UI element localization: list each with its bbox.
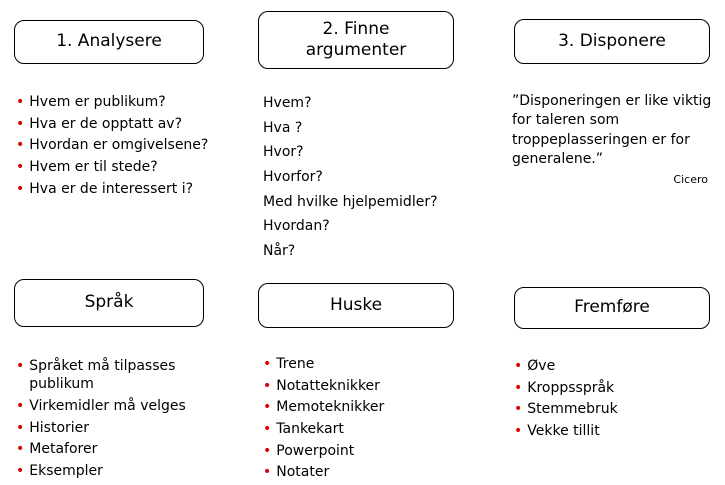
- list-item: [514, 422, 714, 440]
- list-item-text: Memoteknikker: [276, 399, 385, 416]
- list-item-text: Trene: [276, 356, 315, 372]
- list-item: [16, 440, 231, 458]
- bullet-icon: [263, 377, 271, 395]
- huske-list: [263, 355, 473, 485]
- quote-attribution: Cicero: [673, 173, 708, 187]
- sprak-box: [14, 279, 204, 327]
- disponere-box: [514, 19, 710, 64]
- list-item-text: Vekke tillit: [527, 423, 600, 440]
- list-item-text: Tankekart: [276, 421, 344, 438]
- bullet-icon: [514, 357, 522, 375]
- list-item: [263, 355, 473, 373]
- bullet-icon: [514, 422, 522, 440]
- list-item: [263, 442, 473, 460]
- list-item: [16, 136, 254, 154]
- bullet-icon: [16, 93, 24, 111]
- list-item: [514, 379, 714, 397]
- sprak-box-title: Språk: [84, 292, 134, 313]
- bullet-icon: [514, 379, 522, 397]
- list-item-text: Hva er de opptatt av?: [29, 115, 183, 132]
- list-item-text: Hvordan er omgivelsene?: [29, 137, 209, 154]
- bullet-icon: [263, 442, 271, 460]
- list-item-text: Historier: [29, 419, 90, 436]
- bullet-icon: [16, 115, 24, 133]
- list-item-text: Hva er de interessert i?: [29, 180, 194, 197]
- list-item: Hva ?: [263, 119, 303, 136]
- list-item: [16, 93, 254, 111]
- bullet-icon: [16, 158, 24, 176]
- finne-argumenter-box: [258, 11, 454, 69]
- list-item: [16, 158, 254, 176]
- list-item: [16, 419, 231, 437]
- huske-box: [258, 283, 454, 328]
- list-item: [263, 377, 473, 395]
- list-item: [16, 462, 231, 480]
- list-item: [16, 180, 254, 198]
- list-item-text: Stemmebruk: [527, 401, 618, 418]
- fremfore-box: [514, 287, 710, 329]
- list-item-text: Hvem er publikum?: [29, 94, 166, 110]
- list-item: [263, 398, 473, 416]
- list-item: Når?: [263, 243, 296, 260]
- list-item: [16, 115, 254, 133]
- bullet-icon: [16, 180, 24, 198]
- list-item: Hvor?: [263, 144, 304, 161]
- list-item-text: Kroppsspråk: [527, 379, 615, 396]
- bullet-icon: [16, 397, 24, 415]
- list-item-text: Metaforer: [29, 441, 98, 458]
- finne-argumenter-box-title: 2. Finne argumenter: [305, 18, 407, 60]
- bullet-icon: [16, 136, 24, 154]
- list-item: Hvordan?: [263, 218, 330, 235]
- list-item-text: Hvem er til stede?: [29, 159, 158, 176]
- quote-text: ”Disponeringen er like viktig for taleren som troppeplasseringen er for generalene.”: [512, 93, 712, 167]
- list-item-text: Powerpoint: [276, 442, 355, 459]
- bullet-icon: [263, 463, 271, 481]
- list-item-text: Øve: [527, 358, 556, 374]
- analysere-box-title: 1. Analysere: [56, 31, 162, 52]
- list-item-text: Eksempler: [29, 462, 103, 479]
- bullet-icon: [16, 419, 24, 437]
- fremfore-box-title: Fremføre: [574, 297, 650, 318]
- list-item: [263, 463, 473, 481]
- bullet-icon: [263, 398, 271, 416]
- list-item-text: Virkemidler må velges: [29, 397, 186, 414]
- list-item-text: Språket må tilpasses publikum: [29, 358, 176, 393]
- finne-argumenter-list: [263, 94, 483, 267]
- list-item-text: Notater: [276, 464, 330, 481]
- list-item: [514, 357, 714, 375]
- bullet-icon: [16, 440, 24, 458]
- analysere-box: [14, 20, 204, 64]
- disponere-box-title: 3. Disponere: [558, 30, 666, 51]
- bullet-icon: [263, 355, 271, 373]
- list-item: [16, 357, 231, 393]
- list-item: Med hvilke hjelpemidler?: [263, 193, 438, 210]
- list-item-text: Notatteknikker: [276, 377, 380, 394]
- list-item: [263, 420, 473, 438]
- bullet-icon: [514, 400, 522, 418]
- list-item: [16, 397, 231, 415]
- sprak-list: [16, 357, 231, 484]
- bullet-icon: [16, 462, 24, 480]
- list-item: [514, 400, 714, 418]
- fremfore-list: [514, 357, 714, 444]
- bullet-icon: [16, 357, 24, 375]
- disponere-quote-block: [512, 92, 714, 187]
- analysere-list: [16, 93, 254, 201]
- list-item: Hvem?: [263, 95, 312, 111]
- list-item: Hvorfor?: [263, 169, 323, 186]
- huske-box-title: Huske: [329, 294, 383, 315]
- bullet-icon: [263, 420, 271, 438]
